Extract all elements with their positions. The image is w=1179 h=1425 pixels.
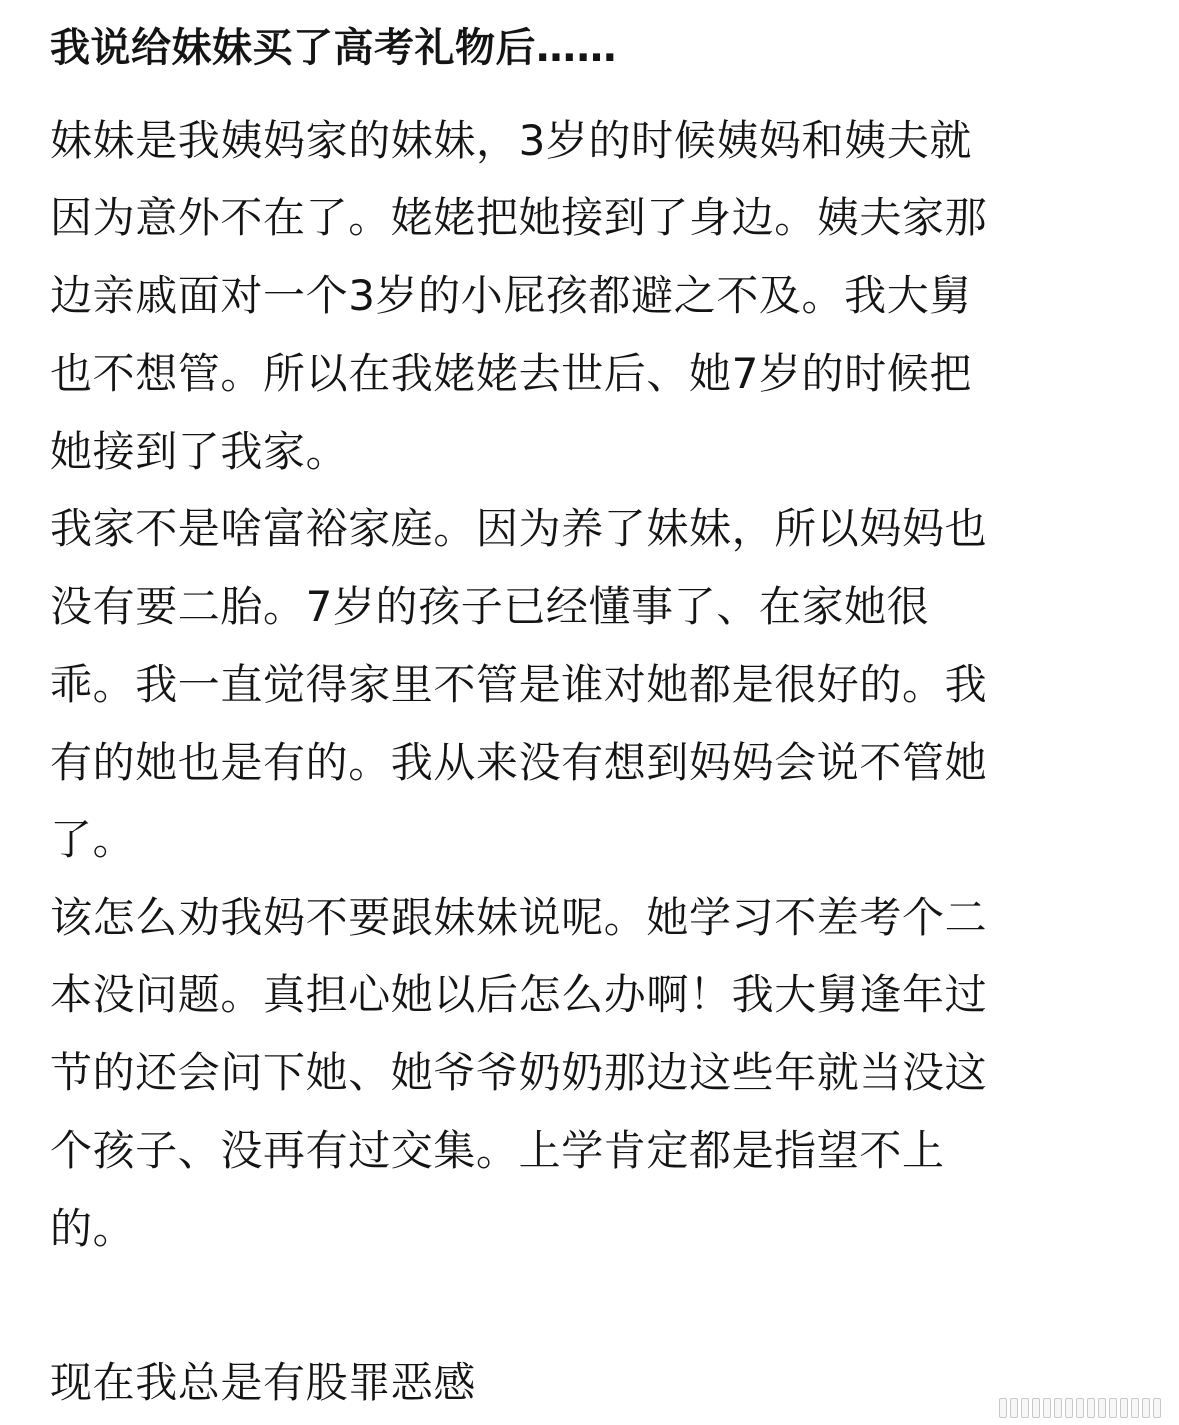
watermark-mark xyxy=(1010,1398,1018,1418)
watermark-mark xyxy=(1120,1398,1128,1418)
watermark-mark xyxy=(1054,1398,1062,1418)
body-line-11: 该怎么劝我妈不要跟妹妹说呢。她学习不差考个二 xyxy=(50,893,988,942)
body-line-8: 乖。我一直觉得家里不管是谁对她都是很好的。我 xyxy=(50,660,988,709)
watermark-mark xyxy=(1142,1398,1150,1418)
body-line-12: 本没问题。真担心她以后怎么办啊！我大舅逢年过 xyxy=(50,970,988,1019)
body-line-3: 边亲戚面对一个3岁的小屁孩都避之不及。我大舅 xyxy=(50,271,972,320)
watermark-mark xyxy=(1065,1398,1073,1418)
body-line-4: 也不想管。所以在我姥姥去世后、她7岁的时候把 xyxy=(50,349,972,398)
post-title: 我说给妹妹买了高考礼物后…… xyxy=(50,25,617,71)
body-line-10: 了。 xyxy=(50,815,136,864)
watermark-mark xyxy=(1131,1398,1139,1418)
watermark-mark xyxy=(1043,1398,1051,1418)
watermark-mark xyxy=(1153,1398,1161,1418)
watermark-mark xyxy=(1087,1398,1095,1418)
watermark-mark xyxy=(1021,1398,1029,1418)
body-line-5: 她接到了我家。 xyxy=(50,427,349,476)
body-line-15: 的。 xyxy=(50,1204,136,1253)
watermark-mark xyxy=(1076,1398,1084,1418)
watermark-mark xyxy=(1109,1398,1117,1418)
body-line-14: 个孩子、没再有过交集。上学肯定都是指望不上 xyxy=(50,1126,945,1175)
body-line-13: 节的还会问下她、她爷爷奶奶那边这些年就当没这 xyxy=(50,1048,988,1097)
watermark-mark xyxy=(1098,1398,1106,1418)
body-line-6: 我家不是啥富裕家庭。因为养了妹妹，所以妈妈也 xyxy=(50,504,988,553)
watermark-mark xyxy=(999,1398,1007,1418)
body-line-2: 因为意外不在了。姥姥把她接到了身边。姨夫家那 xyxy=(50,193,988,242)
body-line-9: 有的她也是有的。我从来没有想到妈妈会说不管她 xyxy=(50,738,988,787)
body-line-7: 没有要二胎。7岁的孩子已经懂事了、在家她很 xyxy=(50,582,930,631)
body-line-16: 现在我总是有股罪恶感 xyxy=(50,1358,477,1407)
watermark-logo xyxy=(999,1397,1169,1419)
body-line-1: 妹妹是我姨妈家的妹妹，3岁的时候姨妈和姨夫就 xyxy=(50,116,972,165)
watermark-mark xyxy=(1032,1398,1040,1418)
